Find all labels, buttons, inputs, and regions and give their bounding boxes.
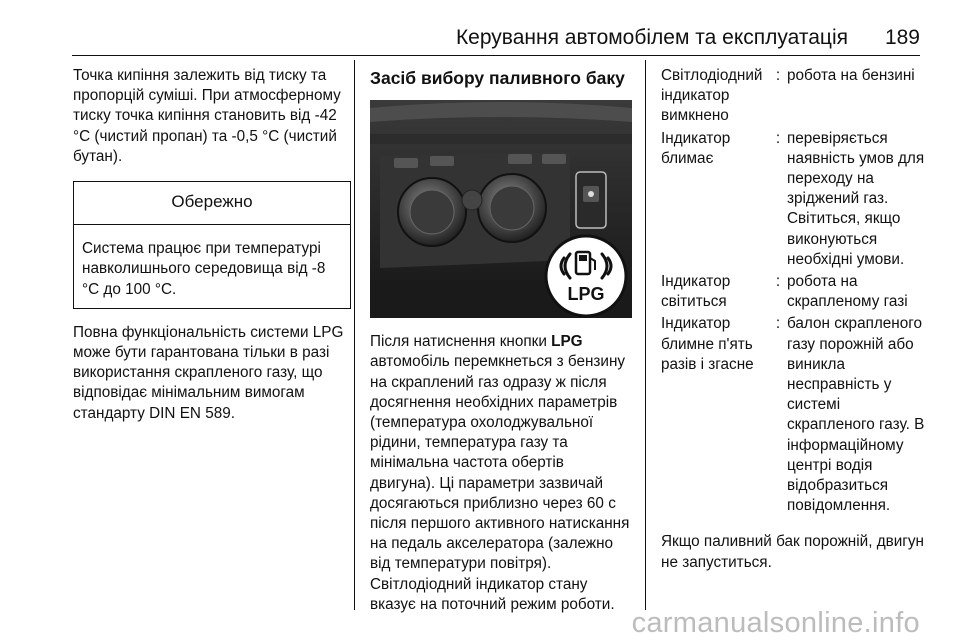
caption-intro: Після натиснення кнопки	[370, 333, 552, 351]
column-left	[73, 66, 351, 424]
column-divider-right	[645, 60, 646, 610]
page-number: 189	[884, 26, 920, 49]
lpg-term: LPG	[551, 333, 583, 351]
header-divider	[72, 55, 920, 56]
indicator-meaning: балон скрапленого газу порожній або виникла несправність у системі скрапленого газу. В інформаційному центрі водія відобразиться повідомлення.	[787, 315, 925, 515]
empty-tank-note: Якщо паливний бак порожній, двигун не запуститься.	[661, 533, 924, 571]
caution-text: Система працює при температурі навколишнього середовища від -8 °C до 100 °C.	[82, 240, 326, 298]
indicator-row	[661, 127, 929, 270]
watermark: carmanualsonline.info	[631, 607, 920, 639]
lpg-standard-paragraph: Повна функціональність системи LPG може бути гарантована тільки в разі використання скрапленого газу, що відповідає мінімальним вимогам стандарту DIN EN 589.	[73, 323, 344, 422]
indicator-row	[661, 270, 929, 312]
section-heading: Засіб вибору паливного баку	[370, 68, 625, 88]
indicator-state: Індикатор блимне п'ять разів і згасне	[661, 315, 754, 373]
page-header	[0, 0, 960, 58]
intro-paragraph: Точка кипіння залежить від тиску та пропорцій суміші. При атмосферному тиску точка кипіння становить від -42 °C (чистий пропан) та -0,5 °C (чистий бутан).	[73, 67, 341, 165]
page-title: Керування автомобілем та експлуатація	[455, 26, 848, 49]
lpg-button-label: LPG	[567, 284, 605, 305]
column-right	[661, 66, 929, 573]
column-divider-left	[354, 60, 355, 610]
indicator-state: Індикатор світиться	[661, 273, 731, 311]
indicator-table	[661, 66, 929, 516]
dashboard-illustration	[370, 100, 632, 318]
indicator-separator: :	[775, 315, 781, 333]
indicator-separator: :	[775, 67, 781, 84]
indicator-state: Світлодіодний індикатор вимкнено	[661, 67, 763, 125]
indicator-separator: :	[775, 273, 781, 291]
indicator-row	[661, 66, 929, 127]
indicator-meaning: робота на скрапленому газі	[787, 273, 908, 311]
caution-title: Обережно	[74, 182, 350, 225]
indicator-meaning: робота на бензині	[787, 67, 915, 84]
indicator-separator: :	[775, 129, 781, 147]
indicator-state: Індикатор блимає	[661, 129, 731, 167]
caution-box	[73, 181, 351, 309]
lpg-button-callout	[546, 236, 626, 316]
column-middle	[370, 66, 632, 615]
dashboard-photo	[370, 100, 632, 318]
indicator-row	[661, 312, 929, 516]
lpg-description	[370, 332, 632, 615]
caption-body: автомобіль перемкнеться з бензину на скраплений газ одразу ж після досягнення необхідних параметрів (температура охолоджувальної рідини, температура газу та мінімальна частота обертів двигуна). Ці параметри зазвичай досягаються приблизно через 60 с після першого активного натискання на педаль акселератора (залежно від температури повітря). Світлодіодний індикатор стану вказує на поточний режим роботи.	[370, 353, 630, 613]
indicator-meaning: перевіряється наявність умов для переходу на зріджений газ. Світиться, якщо виконуються необхідні умови.	[787, 129, 925, 268]
